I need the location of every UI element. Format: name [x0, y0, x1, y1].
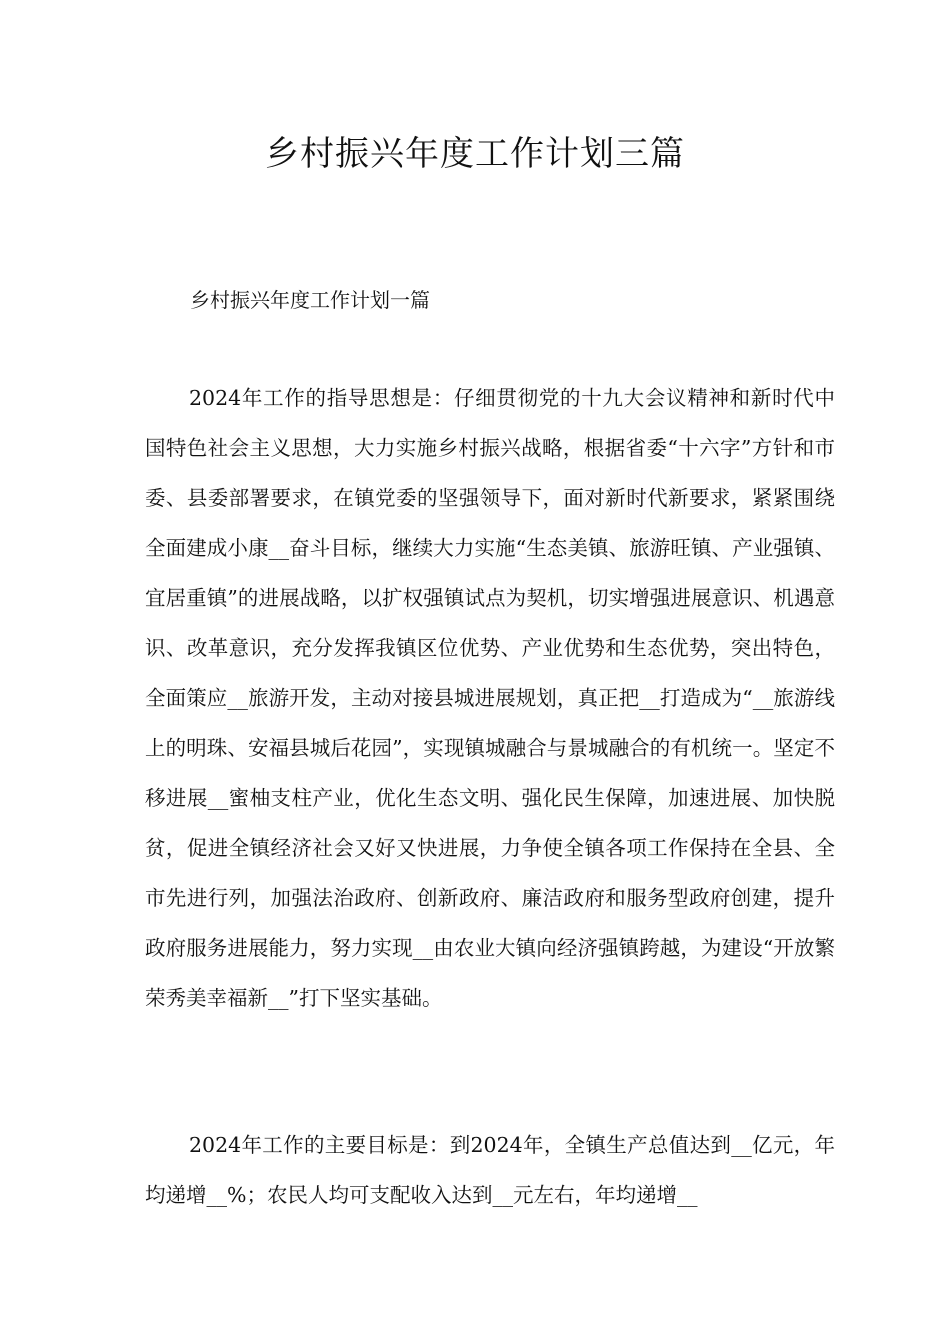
paragraph-guiding-ideology: 2024年工作的指导思想是：仔细贯彻党的十九大会议精神和新时代中国特色社会主义思想，大力实施乡村振兴战略，根据省委“十六字”方针和市委、县委部署要求，在镇党委的坚强领导下，面对新时代新要求，紧紧围绕全面建成小康__奋斗目标，继续大力实施“生态美镇、旅游旺镇、产业强镇、宜居重镇”的进展战略，以扩权强镇试点为契机，切实增强进展意识、机遇意识、改革意识，充分发挥我镇区位优势、产业优势和生态优势，突出特色，全面策应__旅游开发，主动对接县城进展规划，真正把__打造成为“__旅游线上的明珠、安福县城后花园”，实现镇城融合与景城融合的有机统一。坚定不移进展__蜜柚支柱产业，优化生态文明、强化民生保障，加速进展、加快脱贫，促进全镇经济社会又好又快进展，力争使全镇各项工作保持在全县、全市先进行列，加强法治政府、创新政府、廉洁政府和服务型政府创建，提升政府服务进展能力，努力实现__由农业大镇向经济强镇跨越，为建设“开放繁荣秀美幸福新__”打下坚实基础。	[145, 386, 835, 1010]
document-title: 乡村振兴年度工作计划三篇	[265, 134, 685, 174]
paragraph-main-goals: 2024年工作的主要目标是：到2024年，全镇生产总值达到__亿元，年均递增__%；农民人均可支配收入达到__元左右，年均递增__	[145, 1133, 835, 1207]
section-heading: 乡村振兴年度工作计划一篇	[190, 288, 430, 312]
